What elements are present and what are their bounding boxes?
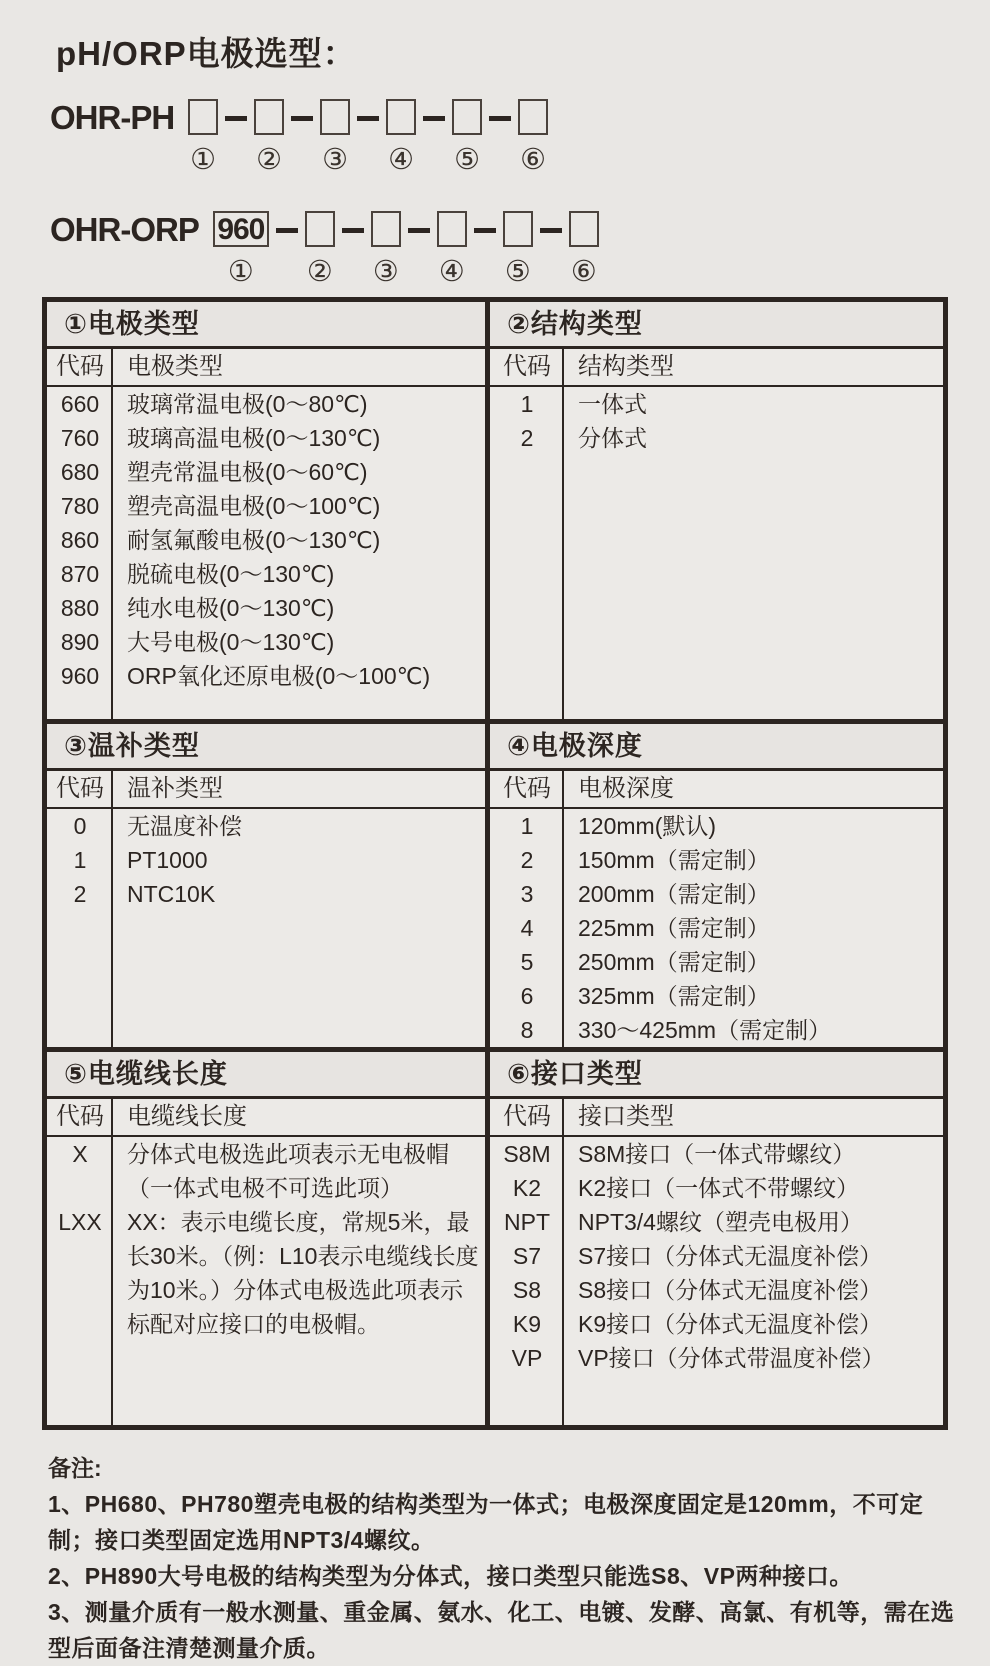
position-unit (482, 99, 548, 175)
value-column-header: 结构类型 (578, 353, 674, 380)
label-cell: 脱硫电极(0～130℃) (127, 561, 335, 587)
section-title: ⑥接口类型 (490, 1052, 943, 1099)
table-row (47, 387, 485, 421)
position-unit (416, 99, 482, 175)
table-row (47, 489, 485, 523)
code-cell: 880 (60, 595, 100, 621)
model-code-row-ph (50, 99, 990, 175)
code-cell: K2 (512, 1175, 542, 1201)
label-cell: 330～425mm（需定制） (578, 1017, 832, 1043)
code-cell: 870 (60, 561, 100, 587)
column-header-row (490, 349, 943, 387)
label-cell: 纯水电极(0～130℃) (127, 595, 335, 621)
section-body (47, 1099, 485, 1425)
section-body (490, 349, 943, 719)
code-box (503, 211, 533, 247)
code-cell: 960 (60, 663, 100, 689)
position-unit (213, 211, 269, 287)
code-cell: X (72, 1141, 88, 1167)
section-title: ③温补类型 (47, 724, 485, 771)
label-cell: K9接口（分体式无温度补偿） (578, 1311, 883, 1337)
note-item: 3、测量介质有一般水测量、重金属、氨水、化工、电镀、发酵、高氯、有机等，需在选型后面备注清楚测量介质。 (48, 1599, 955, 1661)
code-cell: 2 (520, 847, 534, 873)
table-row (490, 877, 943, 911)
position-number: ⑤ (454, 142, 481, 176)
notes-block (48, 1450, 956, 1666)
position-unit (188, 99, 218, 175)
table-row (47, 523, 485, 557)
code-column-header: 代码 (56, 353, 104, 380)
label-cell: NPT3/4螺纹（塑壳电极用） (578, 1209, 863, 1235)
position-stack (437, 211, 467, 287)
dash-separator (225, 116, 247, 121)
label-cell: 塑壳高温电极(0～100℃) (127, 493, 381, 519)
page-title: pH/ORP电极选型： (56, 35, 357, 72)
table-row (490, 1171, 943, 1205)
code-cell: 660 (60, 391, 100, 417)
page (0, 28, 990, 1666)
dash-separator (489, 116, 511, 121)
table-row (490, 1273, 943, 1307)
position-number: ② (306, 254, 333, 288)
table-row (47, 1205, 485, 1341)
label-cell: 分体式 (578, 425, 647, 451)
code-column-header: 代码 (503, 353, 551, 380)
code-cell: NPT (504, 1209, 550, 1235)
dash-separator (474, 228, 496, 233)
label-cell: XX：表示电缆长度，常规5米，最长30米。（例：L10表示电缆线长度为10米。）分体式电极选此项表示标配对应接口的电极帽。 (127, 1209, 479, 1337)
code-box (452, 99, 482, 135)
position-stack (371, 211, 401, 287)
table-row (47, 843, 485, 877)
code-box (386, 99, 416, 135)
dash-separator (540, 228, 562, 233)
position-stack (213, 211, 269, 287)
model-prefix-orp: OHR-ORP (50, 211, 199, 248)
code-cell: 4 (520, 915, 534, 941)
code-cell: 0 (73, 813, 87, 839)
position-number: ④ (388, 142, 415, 176)
position-number: ⑤ (504, 254, 531, 288)
table-row (47, 1137, 485, 1205)
table-row (47, 557, 485, 591)
note-item: 1、PH680、PH780塑壳电极的结构类型为一体式；电极深度固定是120mm，不可定制；接口类型固定选用NPT3/4螺纹。 (48, 1491, 924, 1553)
label-cell: 无温度补偿 (127, 813, 242, 839)
code-cell: 3 (520, 881, 534, 907)
position-number: ① (190, 142, 217, 176)
position-number: ③ (372, 254, 399, 288)
code-box (320, 99, 350, 135)
table-row (490, 387, 943, 421)
position-stack (386, 99, 416, 175)
position-unit (467, 211, 533, 287)
code-cell: 780 (60, 493, 100, 519)
label-cell: ORP氧化还原电极(0～100℃) (127, 663, 431, 689)
dash-separator (291, 116, 313, 121)
value-column-header: 电极类型 (127, 353, 223, 380)
table-row (490, 843, 943, 877)
table-row (490, 809, 943, 843)
section-electrode-type (47, 302, 490, 719)
table-row (490, 1137, 943, 1171)
position-stack (569, 211, 599, 287)
code-cell: 2 (520, 425, 534, 451)
section-title: ①电极类型 (47, 302, 485, 349)
code-cell: 8 (520, 1017, 534, 1043)
label-cell: S8接口（分体式无温度补偿） (578, 1277, 883, 1303)
selection-table (42, 297, 948, 1430)
section-electrode-depth (490, 724, 943, 1047)
value-column-header: 电缆线长度 (127, 1103, 247, 1130)
position-stack (254, 99, 284, 175)
position-number: ⑥ (570, 254, 597, 288)
table-row (490, 421, 943, 455)
position-unit (218, 99, 284, 175)
code-column-header: 代码 (503, 775, 551, 802)
table-row (490, 911, 943, 945)
code-cell: S8 (512, 1277, 542, 1303)
label-cell: S7接口（分体式无温度补偿） (578, 1243, 883, 1269)
position-unit (533, 211, 599, 287)
position-number: ④ (438, 254, 465, 288)
section-cable-length (47, 1052, 490, 1425)
code-box (254, 99, 284, 135)
code-cell: 6 (520, 983, 534, 1009)
table-row (47, 591, 485, 625)
label-cell: VP接口（分体式带温度补偿） (578, 1345, 885, 1371)
section-title: ④电极深度 (490, 724, 943, 771)
code-column-header: 代码 (503, 1103, 551, 1130)
label-cell: K2接口（一体式不带螺纹） (578, 1175, 860, 1201)
code-cell: VP (511, 1345, 543, 1371)
code-cell: 1 (520, 391, 534, 417)
code-cell: 1 (73, 847, 87, 873)
model-prefix-ph: OHR-PH (50, 99, 175, 136)
dash-separator (357, 116, 379, 121)
label-cell: 200mm（需定制） (578, 881, 770, 907)
label-cell: 玻璃高温电极(0～130℃) (127, 425, 381, 451)
note-item: 2、PH890大号电极的结构类型为分体式，接口类型只能选S8、VP两种接口。 (48, 1563, 853, 1589)
table-row (47, 421, 485, 455)
section-body (490, 1099, 943, 1425)
code-cell: S8M (503, 1141, 551, 1167)
position-stack (188, 99, 218, 175)
code-column-header: 代码 (56, 1103, 104, 1130)
label-cell: NTC10K (127, 881, 216, 907)
table-row (47, 809, 485, 843)
table-band-2 (47, 724, 943, 1052)
code-box (188, 99, 218, 135)
code-cell: K9 (512, 1311, 542, 1337)
code-cell: 860 (60, 527, 100, 553)
code-box (371, 211, 401, 247)
code-column-header: 代码 (56, 775, 104, 802)
column-header-row (47, 771, 485, 809)
table-row (47, 625, 485, 659)
fixed-code-box: 960 (213, 211, 269, 247)
section-body (47, 349, 485, 719)
dash-separator (276, 228, 298, 233)
section-title: ②结构类型 (490, 302, 943, 349)
code-box (518, 99, 548, 135)
code-box (305, 211, 335, 247)
section-interface-type (490, 1052, 943, 1425)
position-stack (518, 99, 548, 175)
label-cell: 150mm（需定制） (578, 847, 770, 873)
position-unit (335, 211, 401, 287)
code-cell: 890 (60, 629, 100, 655)
label-cell: 分体式电极选此项表示无电极帽（一体式电极不可选此项） (127, 1141, 449, 1201)
position-number: ⑥ (520, 142, 547, 176)
position-number: ① (227, 254, 254, 288)
dash-separator (408, 228, 430, 233)
position-unit (284, 99, 350, 175)
label-cell: 一体式 (578, 391, 647, 417)
section-structure-type (490, 302, 943, 719)
section-title: ⑤电缆线长度 (47, 1052, 485, 1099)
table-row (490, 1307, 943, 1341)
code-cell: S7 (512, 1243, 542, 1269)
label-cell: 120mm(默认) (578, 813, 717, 839)
dash-separator (423, 116, 445, 121)
label-cell: 塑壳常温电极(0～60℃) (127, 459, 368, 485)
value-column-header: 电极深度 (578, 775, 674, 802)
table-row (490, 1013, 943, 1047)
table-row (490, 1205, 943, 1239)
code-cell: 2 (73, 881, 87, 907)
table-row (490, 1239, 943, 1273)
position-number: ② (256, 142, 283, 176)
section-temp-compensation (47, 724, 490, 1047)
notes-label: 备注: (48, 1455, 102, 1481)
label-cell: 玻璃常温电极(0～80℃) (127, 391, 368, 417)
table-row (490, 945, 943, 979)
code-cell: LXX (58, 1209, 102, 1235)
value-column-header: 温补类型 (127, 775, 223, 802)
position-unit (350, 99, 416, 175)
code-cell: 760 (60, 425, 100, 451)
dash-separator (342, 228, 364, 233)
table-band-1 (47, 302, 943, 724)
label-cell: PT1000 (127, 847, 208, 873)
table-row (490, 1341, 943, 1375)
position-number: ③ (322, 142, 349, 176)
label-cell: S8M接口（一体式带螺纹） (578, 1141, 856, 1167)
column-header-row (490, 1099, 943, 1137)
section-body (47, 771, 485, 1047)
section-body (490, 771, 943, 1047)
table-band-3 (47, 1052, 943, 1425)
position-stack (320, 99, 350, 175)
position-stack (452, 99, 482, 175)
position-stack (503, 211, 533, 287)
position-unit (401, 211, 467, 287)
label-cell: 大号电极(0～130℃) (127, 629, 335, 655)
column-header-row (490, 771, 943, 809)
label-cell: 耐氢氟酸电极(0～130℃) (127, 527, 381, 553)
code-cell: 5 (520, 949, 534, 975)
table-row (47, 877, 485, 911)
code-box (437, 211, 467, 247)
label-cell: 325mm（需定制） (578, 983, 770, 1009)
label-cell: 250mm（需定制） (578, 949, 770, 975)
column-header-row (47, 1099, 485, 1137)
column-header-row (47, 349, 485, 387)
code-box (569, 211, 599, 247)
label-cell: 225mm（需定制） (578, 915, 770, 941)
code-cell: 680 (60, 459, 100, 485)
table-row (47, 659, 485, 693)
table-row (47, 455, 485, 489)
position-stack (305, 211, 335, 287)
code-cell: 1 (520, 813, 534, 839)
model-code-row-orp (50, 211, 990, 287)
table-row (490, 979, 943, 1013)
position-unit (269, 211, 335, 287)
value-column-header: 接口类型 (578, 1103, 674, 1130)
